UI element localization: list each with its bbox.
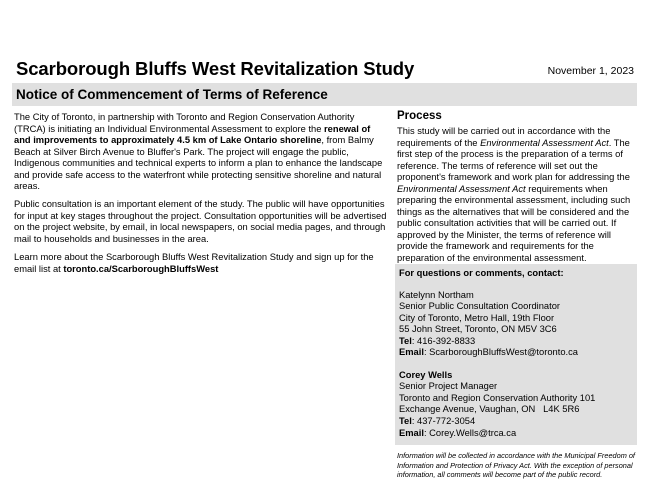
email-value[interactable]: : Corey.Wells@trca.ca [423,427,517,438]
phone-label: Tel [399,335,412,346]
phone-label: Tel [399,416,412,427]
intro-paragraph-2: Public consultation is an important element of the study. The public will have opportunities for input at key stages throughout the project. Consultation opportunities will be advertised on the project website, by email, in local newspapers, on social media pages, and through mail to households and businesses in the area. [14,199,387,244]
contact-address: City of Toronto, Metro Hall, 19th Floor [399,312,555,323]
contact-address: Toronto and Region Conservation Authority 101 [399,392,596,403]
email-label: Email [399,427,424,438]
intro-text: Learn more about the Scarborough Bluffs West Revitalization Study and sign up for the email list at [14,252,374,274]
privacy-notice: Information will be collected in accordance with the Municipal Freedom of Information and Protection of Privacy Act. With the exception of personal information, all comments will become part of the public record. [397,451,635,480]
contact-role: Senior Public Consultation Coordinator [399,301,561,312]
document-title: Scarborough Bluffs West Revitalization Study [16,58,415,79]
contact-email [399,428,634,440]
title-row [16,58,634,80]
contact-name: Corey Wells [399,369,453,380]
act-name: Environmental Assessment Act [480,137,609,148]
process-heading: Process [397,110,442,122]
intro-paragraph-3 [14,252,388,275]
contact-heading: For questions or comments, contact: [399,268,564,278]
phone-value[interactable]: : 416-392-8833 [411,335,476,346]
contact-card [399,370,634,439]
intro-column [14,112,388,282]
email-value[interactable]: : ScarboroughBluffsWest@toronto.ca [423,347,578,358]
intro-paragraph-1 [14,112,388,193]
notice-title: Notice of Commencement of Terms of Reference [16,87,328,102]
email-label: Email [399,347,424,358]
act-name: Environmental Assessment Act [397,183,526,194]
contact-box [395,264,637,445]
intro-highlight: renewal of and improvements to approximately 4.5 km of Lake Ontario shoreline [14,123,371,146]
contact-address: Exchange Avenue, Vaughan, ON L4K 5R6 [399,404,580,415]
contact-email [399,347,634,359]
process-column [397,110,639,265]
document-date: November 1, 2023 [547,65,634,77]
process-text: This study will be carried out in accordance with the requirements of the [397,126,611,148]
process-text: . The first step of the process is the preparation of a terms of reference. The terms of reference will set out the proponent's framework and work plan for addressing the [397,137,630,183]
process-body [397,126,639,265]
process-text: requirements when preparing the environmental assessment, including such things as the alternatives that will be considered and the public consultation activities that will be carried out. If approved by the Minister, the terms of reference will provide the framework and requirements for the preparation of the environmental assessment. [397,183,631,264]
contact-card [399,290,634,359]
intro-text: The City of Toronto, in partnership with Toronto and Region Conservation Authority (TRCA) is initiating an Individual Environmental Assessment to explore the [14,112,355,134]
contact-phone [399,336,634,348]
phone-value[interactable]: : 437-772-3054 [411,416,476,427]
contact-role: Senior Project Manager [399,381,498,392]
project-website-link[interactable]: toronto.ca/ScarboroughBluffsWest [63,263,219,274]
contact-phone [399,416,634,428]
contact-address: 55 John Street, Toronto, ON M5V 3C6 [399,324,557,335]
contact-name: Katelynn Northam [399,289,474,300]
intro-text: , from Balmy Beach at Silver Birch Avenue to Bluffer's Park. The project will engage the public, Indigenous communities and technical experts to inform a plan to enhance the landscape and provide safe access to the waterfront while protecting sensitive shoreline and natural areas. [14,135,383,192]
notice-banner [12,83,637,106]
